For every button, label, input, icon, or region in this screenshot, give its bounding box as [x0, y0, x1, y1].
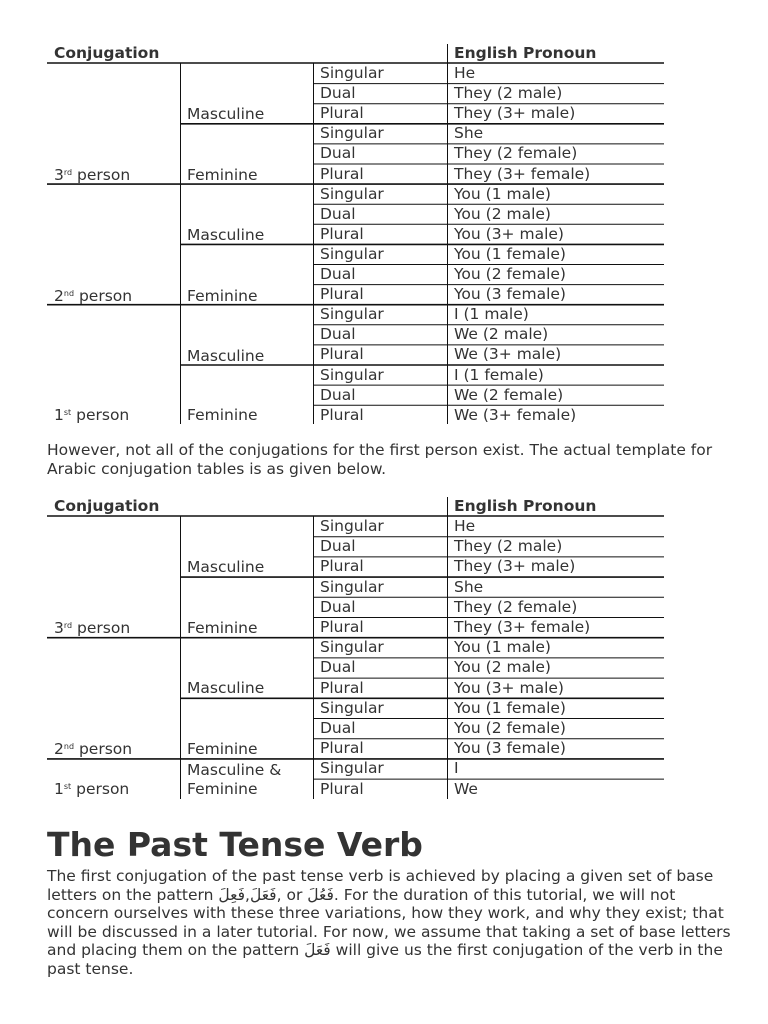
pronoun-cell: They (3+ female) [454, 164, 591, 183]
pronoun-cell: They (2 female) [454, 144, 578, 163]
pronoun-cell: I [454, 759, 459, 778]
number-cell: Plural [320, 678, 364, 697]
pronoun-cell: You (1 male) [454, 184, 551, 203]
pronoun-cell: You (3 female) [454, 285, 566, 304]
section-heading: The Past Tense Verb [47, 825, 423, 864]
pronoun-cell: We (2 female) [454, 385, 564, 404]
pronoun-cell: They (2 male) [454, 537, 563, 556]
number-cell: Singular [320, 244, 384, 263]
pronoun-cell: They (3+ male) [454, 557, 576, 576]
arabic-pattern-faala: فَعَلَ [304, 941, 331, 959]
number-cell: Plural [320, 164, 364, 183]
pronoun-cell: I (1 female) [454, 365, 544, 384]
person-label-3rd: 3rd person [54, 166, 131, 184]
number-cell: Dual [320, 719, 356, 737]
intro-paragraph: However, not all of the conjugations for the first person exist. The actual template for Arabic conjugation tables is as given below. [47, 441, 713, 478]
pronoun-cell: You (2 male) [454, 204, 551, 223]
pronoun-cell: You (3+ male) [454, 678, 564, 697]
pronoun-cell: We (2 male) [454, 325, 549, 344]
pronoun-cell: We [454, 779, 478, 798]
number-cell: Singular [320, 64, 384, 82]
header-conjugation: Conjugation [54, 44, 160, 62]
number-cell: Singular [320, 184, 384, 203]
arabic-pattern-faala: فَعَلَ [249, 885, 277, 904]
number-cell: Dual [320, 325, 356, 344]
number-cell: Singular [320, 759, 384, 778]
conjugation-table-template [47, 495, 664, 801]
pronoun-cell: He [454, 64, 476, 82]
number-cell: Singular [320, 305, 384, 324]
number-cell: Singular [320, 365, 384, 384]
pronoun-cell: You (2 female) [454, 265, 566, 283]
gender-feminine: Feminine [187, 166, 258, 184]
number-cell: Dual [320, 658, 356, 677]
number-cell: Plural [320, 779, 364, 798]
gender-masculine: Masculine [187, 679, 265, 697]
number-cell: Dual [320, 597, 356, 616]
number-cell: Singular [320, 124, 384, 143]
person-label-2nd: 2nd person [54, 740, 133, 758]
number-cell: Singular [320, 517, 384, 535]
gender-masculine: Masculine [187, 558, 265, 576]
pronoun-cell: She [454, 124, 484, 143]
number-cell: Plural [320, 285, 364, 304]
number-cell: Singular [320, 638, 384, 657]
pronoun-cell: You (3+ male) [454, 224, 564, 243]
gender-masculine-and: Masculine & [187, 761, 282, 779]
pronoun-cell: We (3+ female) [454, 405, 577, 424]
number-cell: Dual [320, 144, 356, 163]
gender-feminine: Feminine [187, 780, 258, 798]
gender-masculine: Masculine [187, 105, 265, 123]
pronoun-cell: You (1 female) [454, 244, 566, 263]
arabic-pattern-faila: فَعِلَ [218, 885, 246, 904]
number-cell: Singular [320, 577, 384, 596]
pronoun-cell: You (3 female) [454, 739, 566, 758]
person-label-3rd: 3rd person [54, 619, 131, 637]
pronoun-cell: We (3+ male) [454, 345, 562, 364]
number-cell: Dual [320, 84, 356, 103]
gender-feminine: Feminine [187, 287, 258, 305]
header-english-pronoun: English Pronoun [454, 497, 597, 515]
pronoun-cell: They (3+ female) [454, 618, 591, 636]
pronoun-cell: I (1 male) [454, 305, 529, 324]
pronoun-cell: They (2 female) [454, 597, 578, 616]
gender-feminine: Feminine [187, 619, 258, 637]
pronoun-cell: You (2 female) [454, 719, 566, 737]
number-cell: Plural [320, 345, 364, 364]
pronoun-cell: They (2 male) [454, 84, 563, 103]
number-cell: Dual [320, 537, 356, 556]
number-cell: Plural [320, 739, 364, 758]
conjugation-table-full [47, 42, 664, 426]
pronoun-cell: He [454, 517, 476, 535]
pronoun-cell: She [454, 577, 484, 596]
header-english-pronoun: English Pronoun [454, 44, 597, 62]
number-cell: Singular [320, 698, 384, 717]
past-tense-paragraph: The first conjugation of the past tense verb is achieved by placing a given set of base letters on the pattern فَعِلَ,فَعَلَ, or فَعُلَ. For the duration of this tutorial, we will not concern ourselves with these three variations, how they work, and why they exist; that will be discussed in a later tutorial. For now, we assume that taking a set of base letters and placing them on the pattern فَعَلَ will give us the first conjugation of the verb in the past tense. [47, 867, 731, 978]
gender-feminine: Feminine [187, 740, 258, 758]
number-cell: Plural [320, 104, 364, 123]
pronoun-cell: You (1 male) [454, 638, 551, 657]
number-cell: Plural [320, 557, 364, 576]
pronoun-cell: You (2 male) [454, 658, 551, 677]
number-cell: Dual [320, 265, 356, 283]
number-cell: Dual [320, 204, 356, 223]
gender-masculine: Masculine [187, 347, 265, 365]
pronoun-cell: You (1 female) [454, 698, 566, 717]
person-label-1st: 1st person [54, 406, 130, 424]
person-label-2nd: 2nd person [54, 287, 133, 305]
number-cell: Plural [320, 618, 364, 636]
number-cell: Dual [320, 385, 356, 404]
number-cell: Plural [320, 224, 364, 243]
header-conjugation: Conjugation [54, 497, 160, 515]
arabic-pattern-faula: فَعُلَ [307, 885, 334, 904]
pronoun-cell: They (3+ male) [454, 104, 576, 123]
gender-feminine: Feminine [187, 406, 258, 424]
gender-masculine: Masculine [187, 226, 265, 244]
person-label-1st: 1st person [54, 780, 130, 798]
number-cell: Plural [320, 405, 364, 424]
